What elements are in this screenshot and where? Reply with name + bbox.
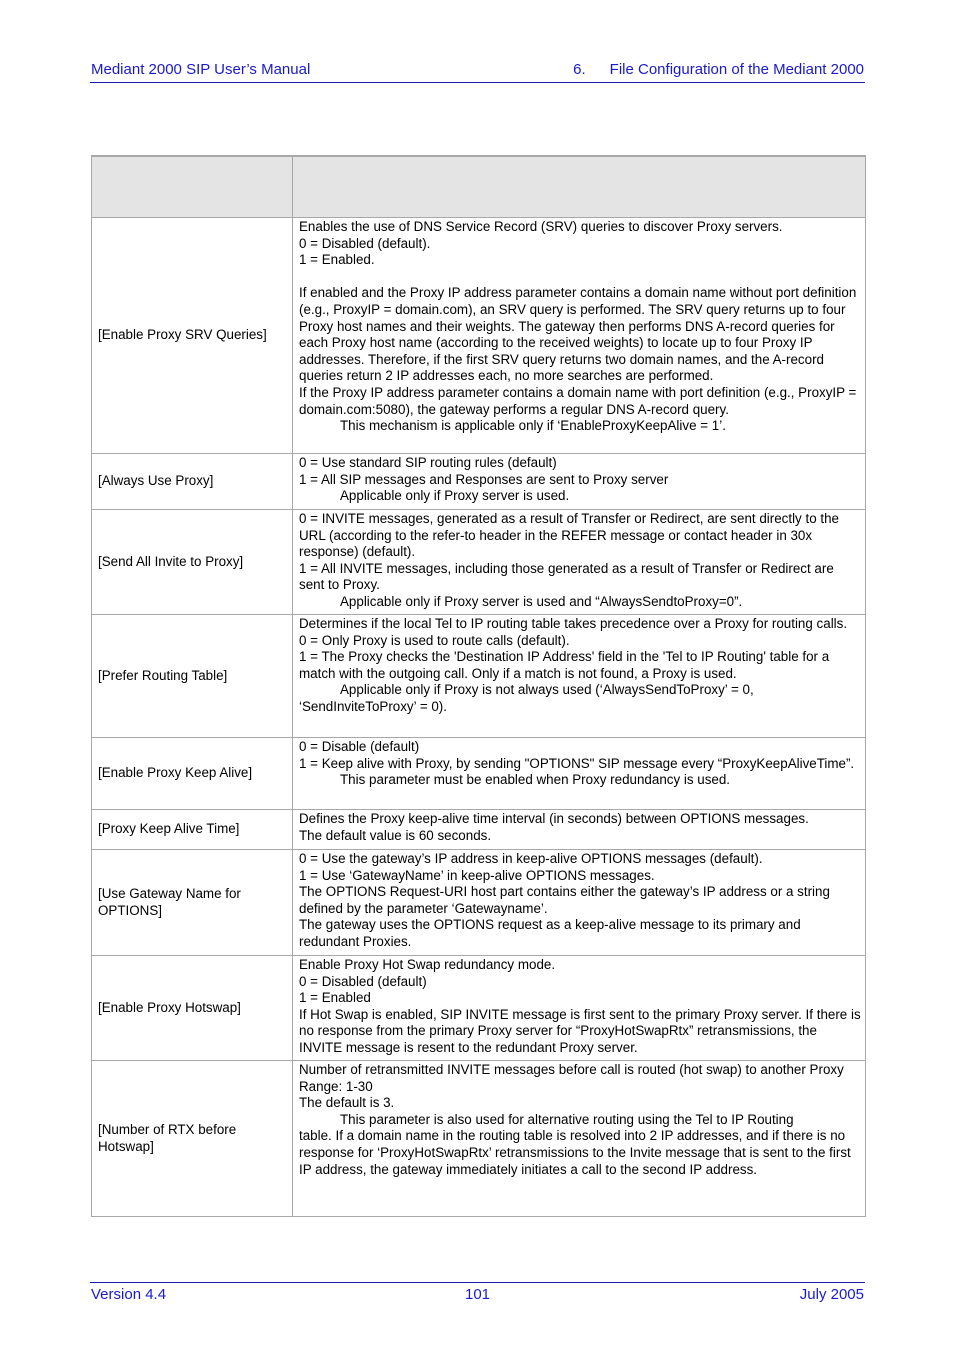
- description-line: Enable Proxy Hot Swap redundancy mode.: [299, 957, 556, 972]
- description-line: Enables the use of DNS Service Record (SRV) queries to discover Proxy servers.: [299, 219, 783, 234]
- manual-title: Mediant 2000 SIP User’s Manual: [91, 61, 311, 78]
- parameter-description: [293, 454, 866, 510]
- description-line: 0 = INVITE messages, generated as a result of Transfer or Redirect, are sent directly to the URL (according to the refer-to header in the REFER message or contact header in 30x response) (default).: [299, 511, 839, 560]
- section-title: File Configuration of the Mediant 2000: [609, 61, 864, 78]
- description-line: If enabled and the Proxy IP address parameter contains a domain name without port definition (e.g., ProxyIP = domain.com), an SRV query is performed. The SRV query returns up to four Proxy host names and their weights. The gateway then performs DNS A-record queries for each Proxy host name (according to the received weights) to locate up to four Proxy IP addresses. Therefore, if the first SRV query returns two domain names, and the A-record queries return 2 IP addresses each, no more searches are performed.: [299, 285, 857, 384]
- description-line: 1 = Enabled.: [299, 252, 375, 268]
- table-header-cell-description: [293, 156, 866, 218]
- blank-line: [299, 269, 861, 286]
- description-line: table. If a domain name in the routing table is resolved into 2 IP addresses, and if there is no response for ‘ProxyHotSwapRtx’ retransmissions to the Invite message that is sent to the first IP address, the gateway immediately initiates a call to the second IP address.: [299, 1128, 851, 1177]
- description-note: This mechanism is applicable only if ‘EnableProxyKeepAlive = 1’.: [340, 418, 726, 434]
- table-row: [92, 810, 866, 850]
- parameter-description: [293, 1061, 866, 1217]
- parameter-description: [293, 956, 866, 1061]
- description-note: Applicable only if Proxy server is used and “AlwaysSendtoProxy=0”.: [340, 593, 743, 609]
- parameter-name: [Prefer Routing Table]: [92, 615, 293, 738]
- description-line: The gateway uses the OPTIONS request as a keep-alive message to its primary and redundant Proxies.: [299, 917, 801, 949]
- description-line: The OPTIONS Request-URI host part contains either the gateway’s IP address or a string defined by the parameter ‘Gatewayname’.: [299, 884, 830, 916]
- description-line: 0 = Disable (default): [299, 739, 420, 754]
- description-note: This parameter must be enabled when Proxy redundancy is used.: [340, 772, 731, 788]
- description-line: 1 = Use ‘GatewayName’ in keep-alive OPTIONS messages.: [299, 867, 655, 883]
- description-line: Determines if the local Tel to IP routing table takes precedence over a Proxy for routing calls.: [299, 616, 848, 631]
- description-line: Range: 1-30: [299, 1078, 373, 1094]
- description-line: 0 = Use standard SIP routing rules (default): [299, 455, 557, 470]
- parameter-name: [Enable Proxy Hotswap]: [92, 956, 293, 1061]
- description-line: 1 = Keep alive with Proxy, by sending "OPTIONS" SIP message every “ProxyKeepAliveTime”.: [299, 755, 855, 771]
- parameter-name: [Proxy Keep Alive Time]: [92, 810, 293, 850]
- page-footer: [90, 1282, 865, 1305]
- section-heading: [573, 61, 864, 78]
- parameter-name: [Always Use Proxy]: [92, 454, 293, 510]
- parameter-description: [293, 738, 866, 810]
- parameter-description: [293, 615, 866, 738]
- table-header-cell-name: [92, 156, 293, 218]
- description-line: 1 = All SIP messages and Responses are sent to Proxy server: [299, 471, 669, 487]
- table-row: [92, 615, 866, 738]
- parameter-table: [91, 155, 866, 1217]
- description-line: 0 = Only Proxy is used to route calls (default).: [299, 632, 570, 648]
- description-line: If Hot Swap is enabled, SIP INVITE message is first sent to the primary Proxy server. If there is no response from the primary Proxy server for “ProxyHotSwapRtx” retransmissions, the INVITE message is resent to the redundant Proxy server.: [299, 1006, 861, 1055]
- footer-page-number: 101: [464, 1286, 491, 1303]
- footer-version: Version 4.4: [91, 1286, 167, 1303]
- page-header: [90, 60, 865, 83]
- parameter-name: [Enable Proxy Keep Alive]: [92, 738, 293, 810]
- description-line: 0 = Disabled (default): [299, 973, 427, 989]
- parameter-name: [Use Gateway Name for OPTIONS]: [92, 850, 293, 956]
- table-row: [92, 956, 866, 1061]
- table-header-row: [92, 156, 866, 218]
- description-line: The default value is 60 seconds.: [299, 827, 492, 843]
- parameter-name: [Number of RTX before Hotswap]: [92, 1061, 293, 1217]
- description-line: 1 = All INVITE messages, including those generated as a result of Transfer or Redirect are sent to Proxy.: [299, 560, 834, 593]
- parameter-description: [293, 510, 866, 615]
- section-number: 6.: [573, 61, 586, 78]
- description-line: Number of retransmitted INVITE messages before call is routed (hot swap) to another Proxy: [299, 1062, 844, 1077]
- description-note: Applicable only if Proxy server is used.: [340, 488, 570, 504]
- description-line: ‘SendInviteToProxy’ = 0).: [299, 698, 447, 714]
- description-line: If the Proxy IP address parameter contains a domain name with port definition (e.g., ProxyIP = domain.com:5080), the gateway performs a regular DNS A-record query.: [299, 384, 857, 417]
- description-line: The default is 3.: [299, 1095, 395, 1111]
- table-row: [92, 454, 866, 510]
- footer-date: July 2005: [799, 1286, 864, 1303]
- description-line: 1 = The Proxy checks the 'Destination IP Address' field in the 'Tel to IP Routing' table for a match with the outgoing call. Only if a match is not found, a Proxy is used.: [299, 649, 830, 681]
- description-line: Defines the Proxy keep-alive time interval (in seconds) between OPTIONS messages.: [299, 811, 809, 826]
- description-line: 1 = Enabled: [299, 990, 371, 1006]
- parameter-description: [293, 850, 866, 956]
- description-note: Applicable only if Proxy is not always used (‘AlwaysSendToProxy’ = 0,: [340, 682, 754, 698]
- table-row: [92, 738, 866, 810]
- table-row: [92, 510, 866, 615]
- description-line: 0 = Disabled (default).: [299, 235, 431, 251]
- parameter-description: [293, 218, 866, 454]
- table-row: [92, 218, 866, 454]
- parameter-name: [Enable Proxy SRV Queries]: [92, 218, 293, 454]
- parameter-description: [293, 810, 866, 850]
- table-row: [92, 850, 866, 956]
- table-row: [92, 1061, 866, 1217]
- description-note: This parameter is also used for alternative routing using the Tel to IP Routing: [340, 1111, 794, 1127]
- parameter-name: [Send All Invite to Proxy]: [92, 510, 293, 615]
- description-line: 0 = Use the gateway’s IP address in keep-alive OPTIONS messages (default).: [299, 851, 763, 866]
